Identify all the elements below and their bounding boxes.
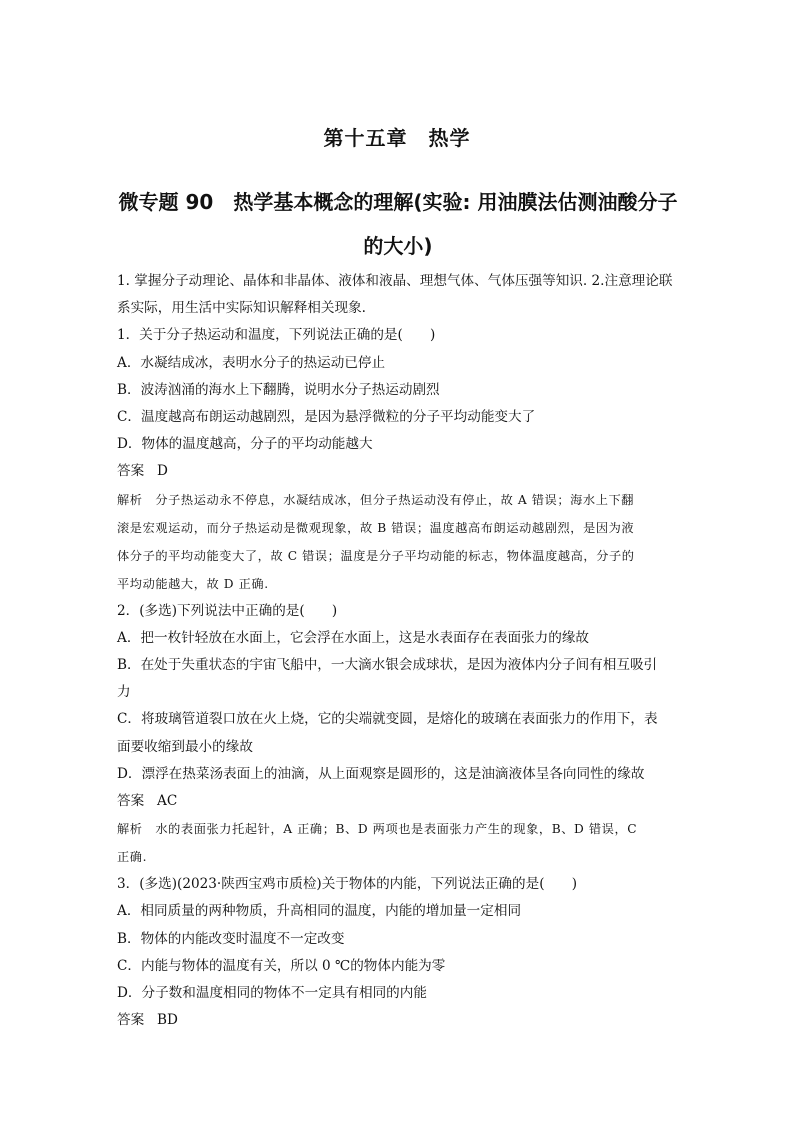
option-d: D．分子数和温度相同的物体不一定具有相同的内能 [117,985,427,1002]
question-1 [117,322,679,597]
option-c: C．温度越高布朗运动越剧烈，是因为悬浮微粒的分子平均动能变大了 [117,409,536,426]
option-b: B．波涛汹涌的海水上下翻腾，说明水分子热运动剧烈 [117,381,440,398]
option-b: B．在处于失重状态的宇宙飞船中，一大滴水银会成球状，是因为液体内分子间有相互吸引 [117,657,658,674]
answer-line [117,1007,679,1034]
explanation-line: 解析 分子热运动永不停息，水凝结成冰，但分子热运动没有停止，故 A 错误；海水上下翻 [117,492,635,507]
explanation-line: 平均动能越大，故 D 正确. [117,576,269,591]
option-d: D．漂浮在热菜汤表面上的油滴，从上面观察是圆形的，这是油滴液体呈各向同性的缘故 [117,765,645,782]
option-c: C．内能与物体的温度有关，所以 0 ℃的物体内能为零 [117,957,446,974]
question-stem: 3．(多选)(2023·陕西宝鸡市质检)关于物体的内能，下列说法正确的是( ) [117,876,578,893]
answer-label: 答案 [117,463,145,480]
option-c: C．将玻璃管道裂口放在火上烧，它的尖端就变圆，是熔化的玻璃在表面张力的作用下，表 [117,711,658,728]
option-a: A．水凝结成冰，表明水分子的热运动已停止 [117,354,386,371]
answer-line [117,788,679,815]
answer-value: D [157,463,168,480]
option-d: D．物体的温度越高，分子的平均动能越大 [117,436,373,453]
explanation-line: 解析 水的表面张力托起针，A 正确；B、D 两项也是表面张力产生的现象，B、D 错误，C [117,822,638,837]
explanation-line: 正确. [117,850,148,865]
explanation-line: 体分子的平均动能变大了，故 C 错误；温度是分子平均动能的标志，物体温度越高，分子的 [117,548,635,563]
option-b: B．物体的内能改变时温度不一定改变 [117,930,345,947]
option-c-cont: 面要收缩到最小的缘故 [117,738,253,755]
question-2 [117,598,679,872]
option-a: A．相同质量的两种物质，升高相同的温度，内能的增加量一定相同 [117,903,522,920]
answer-value: AC [157,793,178,810]
answer-label: 答案 [117,793,145,810]
question-stem: 2．(多选)下列说法中正确的是( ) [117,602,338,619]
explanation-line: 滚是宏观运动，而分子热运动是微观现象，故 B 错误；温度越高布朗运动越剧烈，是因为液 [117,520,635,535]
intro-line: 1. 掌握分子动理论、晶体和非晶体、液体和液晶、理想气体、气体压强等知识. 2.注意理论联 [117,273,673,289]
answer-value: BD [157,1012,178,1029]
answer-line [117,458,679,485]
question-3 [117,871,679,1034]
document-body [117,268,679,1034]
option-b-cont: 力 [117,684,131,701]
intro-line: 系实际，用生活中实际知识解释相关现象. [117,300,367,317]
option-a: A．把一枚针轻放在水面上，它会浮在水面上，这是水表面存在表面张力的缘故 [117,629,590,646]
question-stem: 1．关于分子热运动和温度，下列说法正确的是( ) [117,327,436,344]
topic-subtitle: 微专题 90 热学基本概念的理解(实验: 用油膜法估测油酸分子的大小) [118,190,678,258]
chapter-title: 第十五章 热学 [323,126,471,150]
answer-label: 答案 [117,1012,145,1029]
